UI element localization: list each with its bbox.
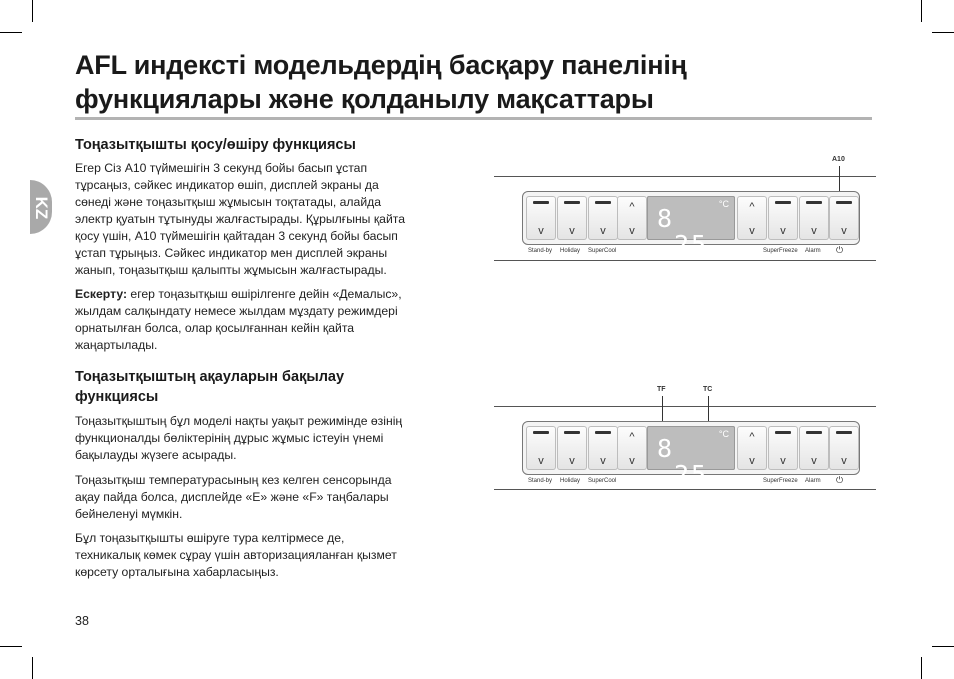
text-line: бақылауды жүзеге асырады. xyxy=(75,448,237,462)
chevron-down-icon: v xyxy=(629,455,635,467)
section-paragraph xyxy=(75,530,450,581)
superfreeze-button[interactable] xyxy=(768,426,798,470)
panel-label-alarm: Alarm xyxy=(805,248,821,254)
holiday-button[interactable] xyxy=(557,196,587,240)
text-line: тұрсаңыз, сәйкес индикатор өшіп, дисплей экраны да xyxy=(75,178,379,192)
chevron-down-icon: v xyxy=(749,455,755,467)
text-line: ұстап тұрыңыз. Сәйкес индикатор мен дисплей экраны xyxy=(75,246,388,260)
text-line: Егер Сіз А10 түймешігін 3 секунд бойы басып ұстап xyxy=(75,161,368,175)
freezer-temp-button[interactable] xyxy=(737,196,767,240)
chevron-down-icon: v xyxy=(811,225,817,237)
text-line: жанып, тоңазытқыш қалыпты жұмысын жалғастырады. xyxy=(75,263,387,277)
alarm-button[interactable] xyxy=(799,426,829,470)
chevron-down-icon: v xyxy=(629,225,635,237)
text-line: Тоңазытқыш температурасының кез келген сенсорында xyxy=(75,473,392,487)
chevron-down-icon: v xyxy=(600,455,606,467)
note-text: егер тоңазытқыш өшірілгенге дейін «Демалыс», xyxy=(127,287,402,301)
section-paragraph xyxy=(75,160,450,279)
text-line: жаңартылады. xyxy=(75,338,158,352)
panel-label-standby: Stand-by xyxy=(528,248,553,254)
display-digits: 8 -25 xyxy=(657,204,709,259)
indicator-bar xyxy=(775,431,791,434)
crop-mark xyxy=(932,32,954,33)
alarm-button[interactable] xyxy=(799,196,829,240)
heading-line: Тоңазытқыштың ақауларын бақылау xyxy=(75,369,345,385)
crop-mark xyxy=(921,0,922,22)
chevron-up-icon: ^ xyxy=(629,431,635,443)
crop-mark xyxy=(932,646,954,647)
text-line: сөнеді және тоңазытқыш жұмысын тоқтатады, алайда xyxy=(75,195,382,209)
indicator-bar xyxy=(775,201,791,204)
power-button[interactable] xyxy=(829,196,859,240)
chevron-down-icon: v xyxy=(569,455,575,467)
text-line: қосу үшін, А10 түймешігін қайтадан 3 секунд бойы басып xyxy=(75,229,398,243)
text-line: электр қуатын тұтынуды жалғастырады. Құрылғыны қайта xyxy=(75,212,405,226)
panel-frame-line xyxy=(494,260,876,261)
text-line: Тоңазытқыштың бұл моделі нақты уақыт режимінде өзінің xyxy=(75,414,403,428)
crop-mark xyxy=(32,0,33,22)
note-paragraph xyxy=(75,286,450,354)
callout-label: A10 xyxy=(832,156,845,163)
standby-button[interactable] xyxy=(526,196,556,240)
text-line: бейнеленуі мүмкін. xyxy=(75,507,183,521)
chevron-down-icon: v xyxy=(780,455,786,467)
indicator-bar xyxy=(533,431,549,434)
chevron-down-icon: v xyxy=(749,225,755,237)
panel-label-supercool: SuperCool xyxy=(588,248,617,254)
panel-label-holiday: Holiday xyxy=(560,478,581,484)
chevron-down-icon: v xyxy=(538,455,544,467)
supercool-button[interactable] xyxy=(588,426,618,470)
display-unit: °C xyxy=(718,199,729,209)
panel-label-superfreeze: SuperFreeze xyxy=(763,248,798,254)
panel-frame-line xyxy=(494,176,876,177)
indicator-bar xyxy=(595,431,611,434)
section-heading xyxy=(75,367,344,407)
freezer-temp-button[interactable] xyxy=(737,426,767,470)
superfreeze-button[interactable] xyxy=(768,196,798,240)
language-tab-label: KZ xyxy=(32,196,51,220)
holiday-button[interactable] xyxy=(557,426,587,470)
panel-label-supercool: SuperCool xyxy=(588,478,617,484)
indicator-bar xyxy=(595,201,611,204)
power-button[interactable] xyxy=(829,426,859,470)
text-line xyxy=(75,286,450,303)
section-heading: Тоңазытқышты қосу/өшіру функциясы xyxy=(75,137,356,153)
display-digits: 8 -25 xyxy=(657,434,709,489)
text-line: орнатылған болса, олар қосылғаннан кейін қайта xyxy=(75,321,355,335)
crop-mark xyxy=(921,657,922,679)
crop-mark xyxy=(0,32,22,33)
indicator-bar xyxy=(836,431,852,434)
indicator-bar xyxy=(806,201,822,204)
chevron-down-icon: v xyxy=(841,225,847,237)
note-label: Ескерту: xyxy=(75,287,128,301)
indicator-bar xyxy=(564,201,580,204)
fridge-temp-button[interactable] xyxy=(617,196,647,240)
text-line: Бұл тоңазытқышты өшіруге тура келтірмесе де, xyxy=(75,531,345,545)
language-tab xyxy=(30,180,52,234)
temperature-display xyxy=(647,196,735,259)
standby-button[interactable] xyxy=(526,426,556,470)
chevron-down-icon: v xyxy=(538,225,544,237)
chevron-down-icon: v xyxy=(600,225,606,237)
text-line: көрсету орталығына хабарласыңыз. xyxy=(75,565,279,579)
title-divider xyxy=(75,117,872,120)
chevron-up-icon: ^ xyxy=(749,431,755,443)
page-number: 38 xyxy=(75,614,89,628)
chevron-down-icon: v xyxy=(841,455,847,467)
crop-mark xyxy=(32,657,33,679)
supercool-button[interactable] xyxy=(588,196,618,240)
text-line: ақау пайда болса, дисплейде «Е» және «F» таңбалары xyxy=(75,490,389,504)
panel-label-superfreeze: SuperFreeze xyxy=(763,478,798,484)
chevron-down-icon: v xyxy=(811,455,817,467)
temperature-display xyxy=(647,426,735,489)
panel-label-standby: Stand-by xyxy=(528,478,553,484)
text-line: жылдам салқындату немесе жылдам мұздату режимдері xyxy=(75,304,398,318)
panel-frame-line xyxy=(494,406,876,407)
display-unit: °C xyxy=(718,429,729,439)
page-title xyxy=(75,48,687,116)
heading-line: функциясы xyxy=(75,389,159,405)
callout-label: TC xyxy=(703,386,713,393)
power-icon: ⏻ xyxy=(836,475,844,485)
panel-frame-line xyxy=(494,489,876,490)
section-paragraph xyxy=(75,472,450,523)
chevron-up-icon: ^ xyxy=(749,201,755,213)
indicator-bar xyxy=(564,431,580,434)
page-title-line: функциялары және қолданылу мақсаттары xyxy=(75,84,654,114)
text-line: функционалды бөліктерінің дұрыс жұмыс істеуін үнемі xyxy=(75,431,384,445)
chevron-down-icon: v xyxy=(569,225,575,237)
indicator-bar xyxy=(533,201,549,204)
indicator-bar xyxy=(806,431,822,434)
page-title-line: AFL индексті модельдердің басқару панелінің xyxy=(75,50,687,80)
panel-label-holiday: Holiday xyxy=(560,248,581,254)
callout-line xyxy=(839,166,840,192)
section-paragraph xyxy=(75,413,450,464)
chevron-up-icon: ^ xyxy=(629,201,635,213)
indicator-bar xyxy=(836,201,852,204)
panel-label-alarm: Alarm xyxy=(805,478,821,484)
text-line: техникалық көмек сұрау үшін авторизацияланған қызмет xyxy=(75,548,397,562)
callout-label: TF xyxy=(657,386,666,393)
crop-mark xyxy=(0,646,22,647)
fridge-temp-button[interactable] xyxy=(617,426,647,470)
power-icon: ⏻ xyxy=(836,245,844,255)
chevron-down-icon: v xyxy=(780,225,786,237)
